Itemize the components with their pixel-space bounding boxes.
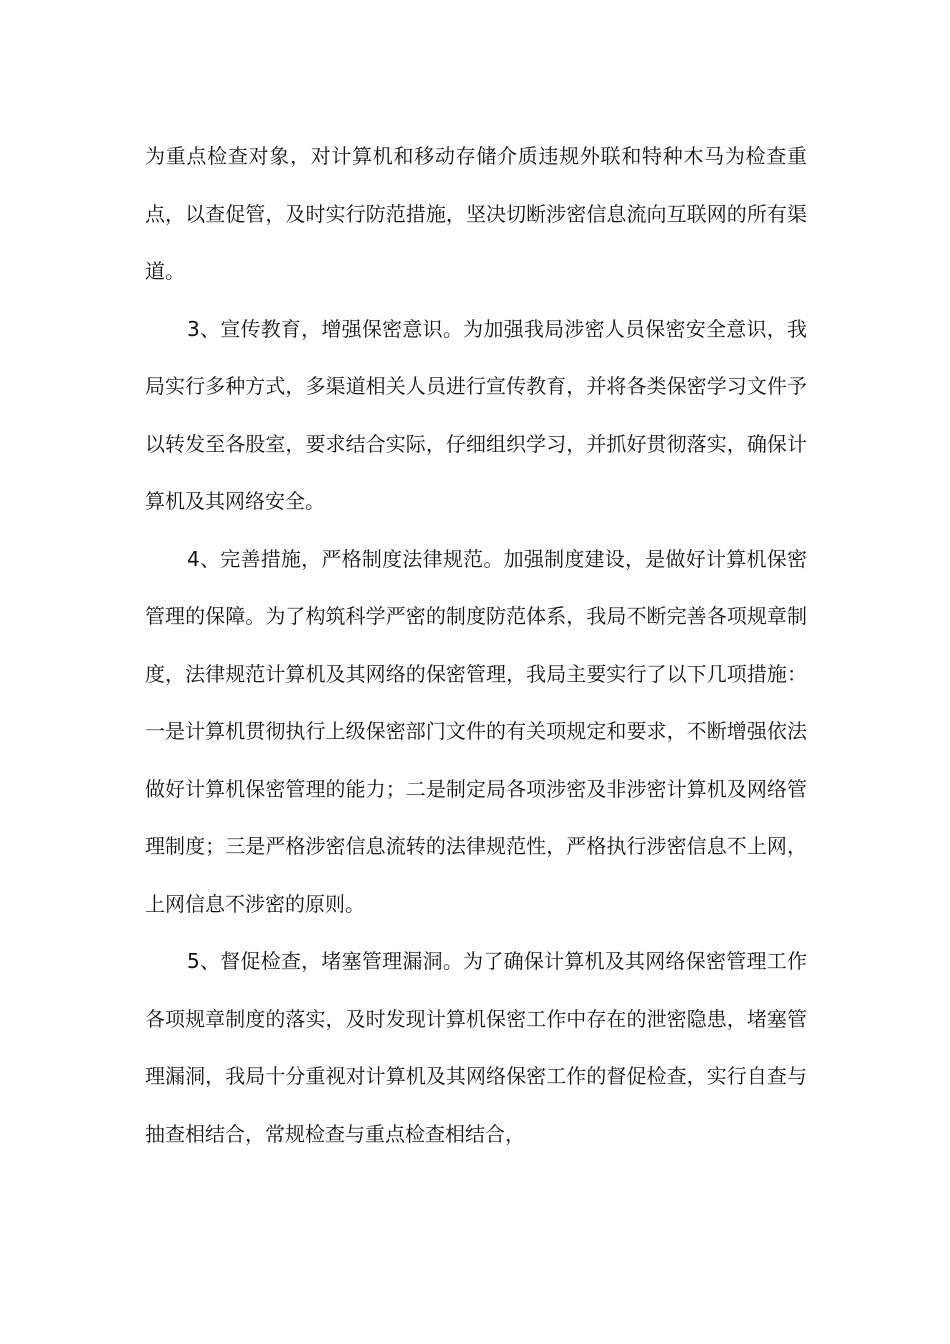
paragraph-3: 4、完善措施，严格制度法律规范。加强制度建设，是做好计算机保密管理的保障。为了构筑科学严密的制度防范体系，我局不断完善各项规章制度，法律规范计算机及其网络的保密管理，我局主要实行了以下几项措施：一是计算机贯彻执行上级保密部门文件的有关项规定和要求，不断增强依法做好计算机保密管理的能力；二是制定局各项涉密及非涉密计算机及网络管理制度；三是严格涉密信息流转的法律规范性，严格执行涉密信息不上网，上网信息不涉密的原则。 — [145, 546, 807, 916]
paragraph-2: 3、宣传教育，增强保密意识。为加强我局涉密人员保密安全意识，我局实行多种方式，多渠道相关人员进行宣传教育，并将各类保密学习文件予以转发至各股室，要求结合实际，仔细组织学习，并抓好贯彻落实，确保计算机及其网络安全。 — [145, 316, 807, 513]
document-body — [145, 128, 807, 1163]
paragraph-4: 5、督促检查，堵塞管理漏洞。为了确保计算机及其网络保密管理工作各项规章制度的落实，及时发现计算机保密工作中存在的泄密隐患，堵塞管理漏洞，我局十分重视对计算机及其网络保密工作的督促检查，实行自查与抽查相结合，常规检查与重点检查相结合， — [145, 949, 807, 1146]
paragraph-1: 为重点检查对象，对计算机和移动存储介质违规外联和特种木马为检查重点，以查促管，及时实行防范措施，坚决切断涉密信息流向互联网的所有渠道。 — [145, 144, 807, 283]
